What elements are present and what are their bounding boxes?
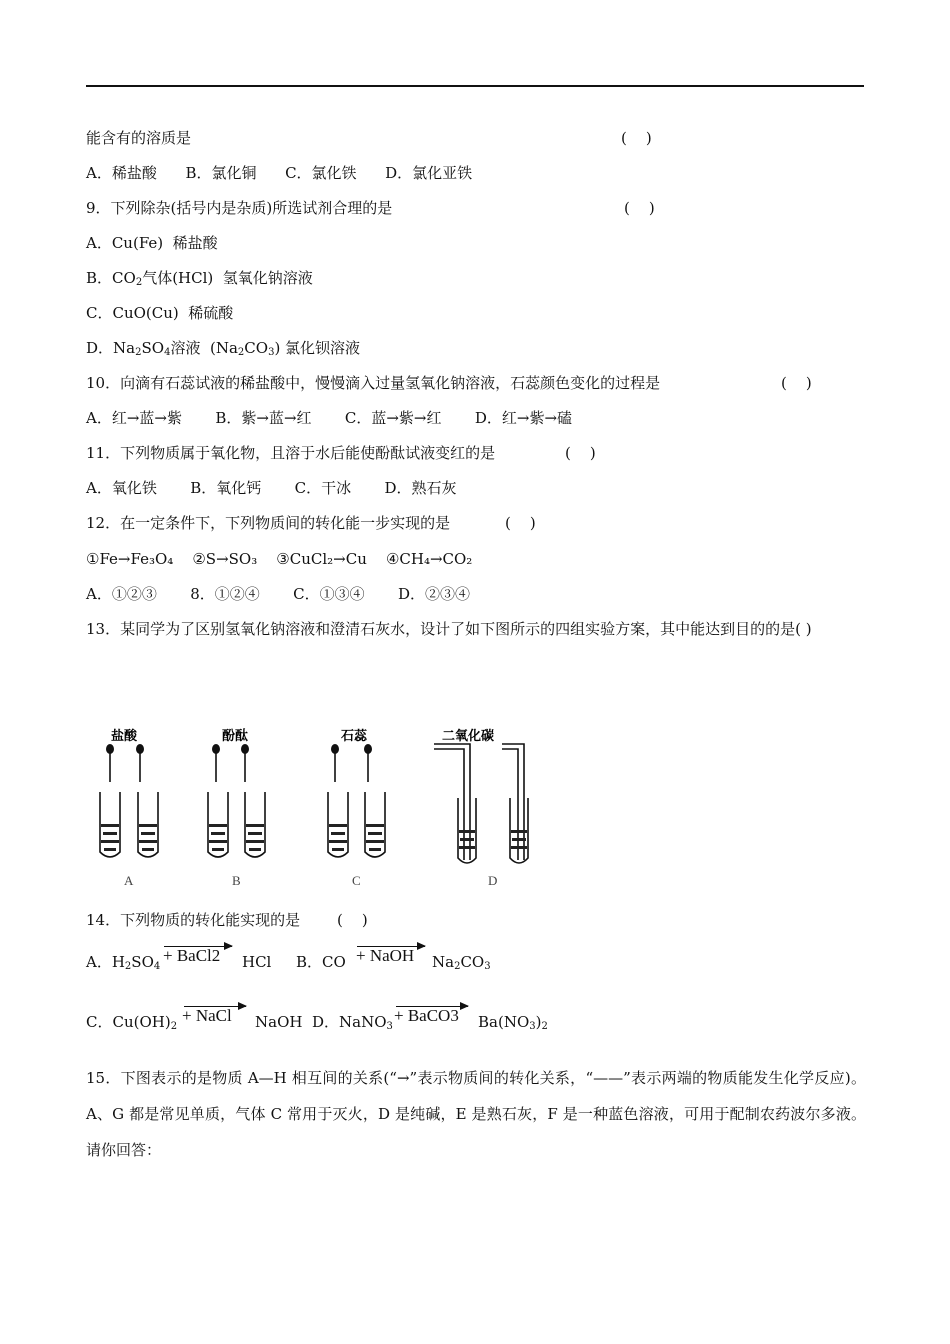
q13-caption-b: B: [232, 873, 241, 888]
q12-answer-paren: ( ): [505, 514, 536, 532]
q9-answer-paren: ( ): [624, 199, 655, 217]
q12-stem: 12．在一定条件下，下列物质间的转化能一步实现的是: [86, 514, 451, 532]
q13-test-tube-figure: [92, 722, 542, 897]
q14-option-d-reactant: D．NaNO$_3$: [312, 1013, 393, 1032]
q14-answer-paren: ( ): [337, 911, 368, 929]
q14-option-c-arrow: [184, 1006, 246, 1007]
q10-answer-paren: ( ): [781, 374, 812, 392]
q14-option-b-arrow: [357, 946, 425, 947]
q13-label-carbon-dioxide: 二氧化碳: [442, 729, 495, 744]
q9-option-c: C．CuO(Cu) 稀硫酸: [86, 304, 234, 322]
q14-option-d-arrow: [396, 1006, 468, 1007]
header-rule: [86, 85, 864, 87]
q14-option-b-product: $Na_2CO_3$: [432, 953, 491, 972]
q11-stem: 11．下列物质属于氧化物，且溶于水后能使酚酞试液变红的是: [86, 444, 496, 462]
q11-options: A．氧化铁 B．氧化钙 C．干冰 D．熟石灰: [86, 479, 457, 497]
q14-option-d-reagent: + BaCO3: [394, 1006, 459, 1025]
q13-caption-a: A: [124, 873, 134, 888]
q13-stem: 13．某同学为了区别氢氧化钠溶液和澄清石灰水，设计了如下图所示的四组实验方案，其中能达到目的的是( ): [86, 620, 812, 638]
q14-option-a-reagent: + BaCl2: [163, 946, 221, 965]
q14-option-c-reagent: + NaCl: [182, 1006, 232, 1025]
q14-option-d-product: $Ba(NO_3)_2$: [478, 1013, 548, 1032]
q12-conversion-list: ①Fe→Fe₃O₄ ②S→SO₃ ③CuCl₂→Cu ④CH₄→CO₂: [86, 550, 473, 568]
q14-option-a-reactant: A．$H_2SO_4$: [86, 953, 161, 972]
q12-options: A．①②③ 8．①②④ C．①③④ D．②③④: [86, 585, 471, 603]
q10-stem: 10．向滴有石蕊试液的稀盐酸中，慢慢滴入过量氢氧化钠溶液，石蕊颜色变化的过程是: [86, 374, 661, 392]
q10-options: A．红→蓝→紫 B．紫→蓝→红 C．蓝→紫→红 D．红→紫→磕: [86, 409, 573, 427]
q13-label-phenolphthalein: 酚酞: [222, 729, 249, 744]
q14-option-a-product: HCl: [242, 953, 272, 971]
q14-option-b-reactant: B．CO: [296, 953, 346, 971]
q9-option-a: A．Cu(Fe) 稀盐酸: [86, 234, 218, 252]
q14-option-a-arrow: [164, 946, 232, 947]
q14-option-c-product: NaOH: [255, 1013, 303, 1031]
q14-option-c-reactant: C．$Cu(OH)_2$: [86, 1013, 178, 1032]
q13-caption-d: D: [488, 873, 498, 888]
q9-option-d: D．$Na_2SO_4$溶液 $(Na_2CO_3)$ 氯化钡溶液: [86, 339, 361, 358]
q9-stem: 9．下列除杂(括号内是杂质)所选试剂合理的是: [86, 199, 393, 217]
q13-label-litmus: 石蕊: [341, 729, 368, 744]
q13-caption-c: C: [352, 873, 361, 888]
q14-option-b-reagent: + NaOH: [356, 946, 415, 965]
q8-stem-continuation: 能含有的溶质是: [86, 129, 192, 147]
q8-answer-paren: ( ): [621, 129, 652, 147]
q14-stem: 14．下列物质的转化能实现的是: [86, 911, 301, 929]
q8-options: A．稀盐酸 B．氯化铜 C．氯化铁 D．氯化亚铁: [86, 164, 473, 182]
q15-stem: 15．下图表示的是物质 A—H 相互间的关系(“→”表示物质间的转化关系，“——”表示两端的物质能发生化学反应)。A、G 都是常见单质，气体 C 常用于灭火，D 是纯碱，E 是熟石灰，F 是一种蓝色溶液，可用于配制农药波尔多液。请你回答：: [86, 1069, 866, 1159]
q13-label-hydrochloric-acid: 盐酸: [111, 729, 138, 744]
q9-option-b: B．$CO_2$气体(HCl) 氢氧化钠溶液: [86, 269, 313, 288]
q11-answer-paren: ( ): [565, 444, 596, 462]
